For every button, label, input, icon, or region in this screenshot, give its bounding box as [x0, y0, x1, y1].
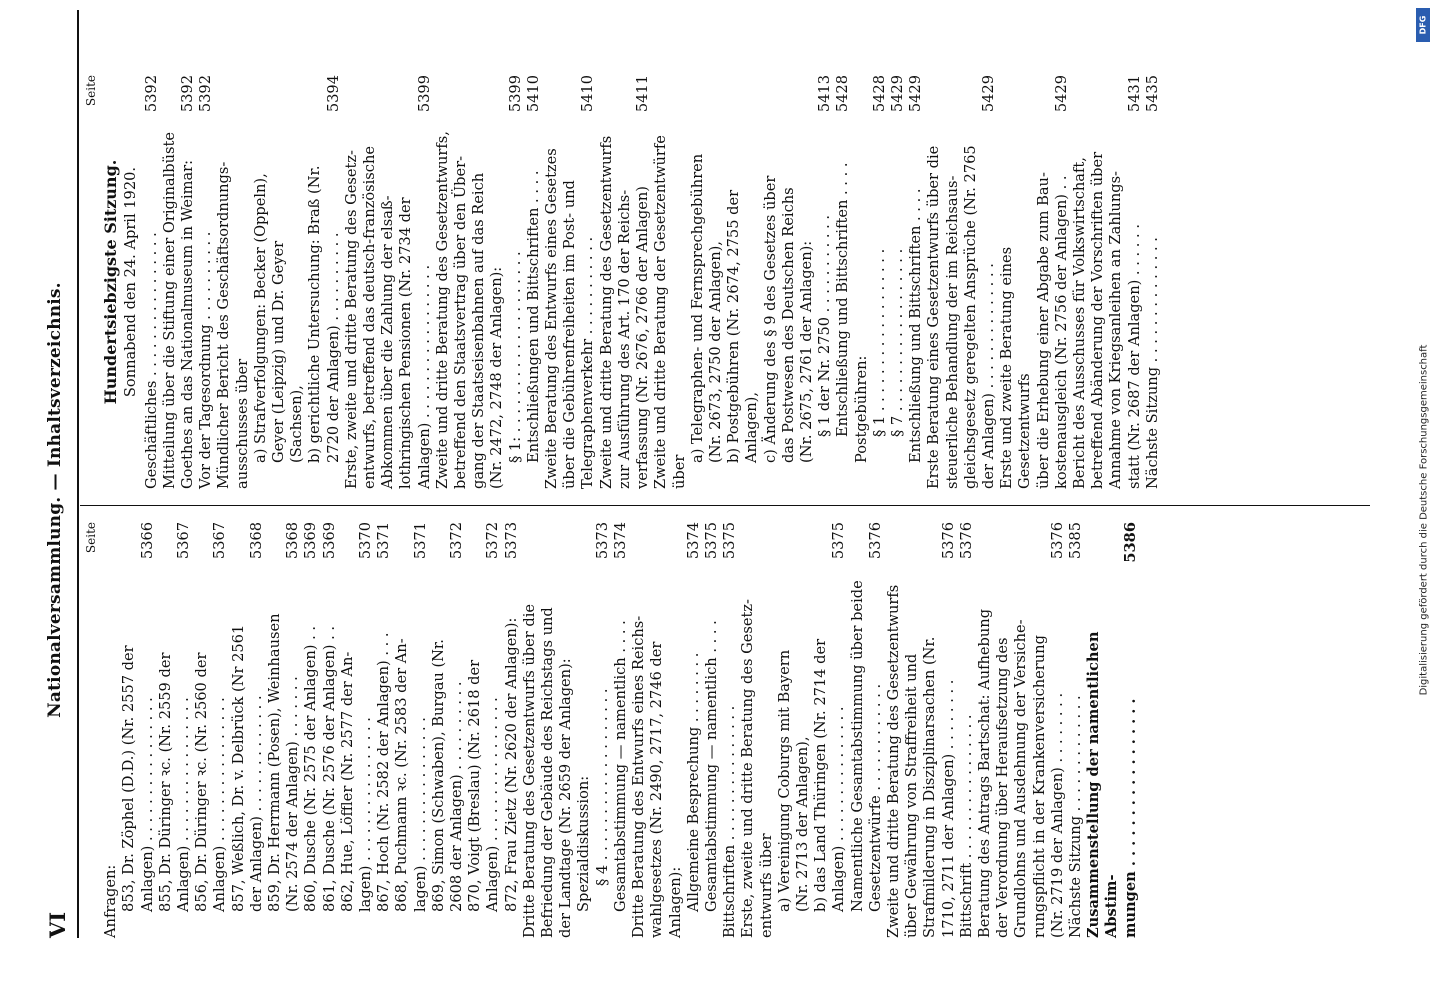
seite-label: Seite	[84, 522, 98, 554]
toc-entry	[1144, 75, 1162, 489]
toc-entry	[630, 522, 685, 938]
toc-entry-text: Vor der Tagesordnung . . . . . . . . . .	[197, 231, 215, 489]
toc-entry	[976, 522, 1067, 938]
toc-entry-text: 859, Dr. Herrmann (Posen), Weinhausen (Nr. 2574 der Anlagen) . . . . . . .	[266, 613, 302, 912]
toc-entry-text: 869, Simon (Schwaben), Burgau (Nr. 2608 der Anlagen) . . . . . . . . . .	[429, 639, 466, 912]
toc-entry-text: Entschließung und Bittschriften . . . .	[907, 188, 925, 463]
toc-entry-text: a) Telegraphen- und Fernsprechgebühren (Nr. 2673, 2750 der Anlagen),	[688, 153, 724, 463]
column-divider	[80, 505, 1370, 506]
toc-entry-text: Zweite und dritte Beratung der Gesetzentwürfe über	[652, 135, 688, 489]
toc-entry-text: § 1 der Nr. 2750 . . . . . . . . . . .	[816, 214, 834, 437]
toc-entry	[193, 522, 229, 938]
toc-entry-text: b) gerichtliche Untersuchung: Braß (Nr. 2720 der Anlagen) . . . . . . . . . .	[306, 165, 342, 463]
toc-entry	[725, 75, 761, 489]
toc-entry	[762, 75, 817, 489]
toc-entry-text: Zweite und dritte Beratung des Gesetzentwurfs über Gewährung von Straffreiheit und Strafmilderung in Disziplinarsachen (Nr. 1710, 2711 der Anlagen) . . . . . . . .	[884, 584, 957, 938]
toc-entry-text: a) Vereinigung Coburgs mit Bayern (Nr. 2713 der Anlagen),	[775, 649, 811, 912]
toc-entry-text: Zweite und dritte Beratung des Gesetzentwurfs, betreffend den Staatsvertrag über den Über- gang der Staatseisenbahnen auf das Reich (Nr. 2472, 2748 der Anlagen):	[433, 131, 506, 489]
toc-entry	[466, 522, 502, 938]
toc-entry	[321, 522, 339, 938]
toc-entry	[120, 522, 156, 938]
toc-page-number: 5367	[211, 522, 229, 560]
toc-entry	[503, 522, 521, 938]
toc-page-number: 5428	[870, 75, 888, 113]
toc-entry-text: Erste Beratung eines Gesetzentwurfs über die steuerliche Behandlung der im Reichsaus- gleichsgesetz geregelten Ansprüche (Nr. 2765 der Anlagen) . . . . . . . . . . . . . .	[925, 145, 997, 489]
toc-page-number: 5373	[593, 522, 611, 560]
toc-entry	[343, 75, 434, 489]
page-number: VI	[45, 911, 70, 938]
toc-entry-text: c) Änderung des § 9 des Gesetzes über das Postwesen des Deutschen Reichs (Nr. 2675, 2761 der Anlagen):	[761, 175, 815, 463]
left-column	[82, 522, 1140, 938]
toc-entry	[885, 522, 958, 938]
session-heading: Hundertsiebzigste Sitzung.	[101, 159, 121, 405]
toc-entry	[266, 522, 302, 938]
toc-entry	[594, 522, 612, 938]
toc-page-number: 5399	[506, 75, 524, 113]
toc-page-number: 5369	[302, 522, 320, 560]
toc-entry-text: Bittschriften . . . . . . . . . . . . . . .	[721, 705, 739, 938]
toc-entry	[434, 75, 507, 489]
toc-page-number: 5429	[907, 75, 925, 113]
toc-entry-text: Postgebühren:	[852, 355, 870, 463]
toc-entry	[102, 522, 120, 938]
toc-entry-text: 872, Frau Zietz (Nr. 2620 der Anlagen):	[502, 617, 520, 912]
toc-page-number: 5376	[957, 522, 975, 560]
toc-entry-text: 857, Weßlich, Dr. v. Delbrück (Nr 2561 der Anlagen) . . . . . . . . . . . . .	[229, 624, 265, 912]
toc-page-number: 5373	[502, 522, 520, 560]
toc-page-number: 5429	[1052, 75, 1070, 113]
toc-entry	[1071, 75, 1144, 489]
toc-page-number: 5392	[197, 75, 215, 113]
toc-page-number: 5375	[830, 522, 848, 560]
toc-entry	[393, 522, 429, 938]
toc-entry-text: Spezialdiskussion:	[575, 775, 593, 912]
dfg-logo	[1416, 8, 1430, 42]
header-rule	[77, 10, 79, 938]
toc-entry-text: Anfragen:	[102, 864, 120, 938]
toc-entry	[612, 522, 630, 938]
toc-entry	[925, 75, 998, 489]
toc-entry	[721, 522, 739, 938]
toc-page-number: 5410	[579, 75, 597, 113]
toc-page-number: 5372	[448, 522, 466, 560]
toc-entry-text: Nächste Sitzung . . . . . . . . . . . . .	[1066, 695, 1084, 938]
toc-page-number: 5376	[866, 522, 884, 560]
toc-page-number: 5371	[411, 522, 429, 560]
toc-entry	[849, 522, 885, 938]
toc-page-number: 5372	[484, 522, 502, 560]
toc-entry-text: 856, Dr. Düringer ꝛc. (Nr. 2560 der Anlagen) . . . . . . . . . . . . . . . .	[193, 652, 229, 912]
toc-page-number: 5374	[684, 522, 702, 560]
toc-entry-text: Allgemeine Besprechung . . . . . . . .	[684, 652, 702, 912]
toc-entry-text: Mitteilung über die Stiftung einer Originalbüste Goethes an das Nationalmuseum in Weimar:	[160, 131, 197, 489]
page-header	[45, 0, 75, 1000]
toc-entry-text: Nächste Sitzung . . . . . . . . . . . . . .	[1143, 237, 1161, 489]
toc-page-number: 5368	[247, 522, 265, 560]
toc-entry	[816, 75, 834, 489]
toc-entry-text: Namentliche Gesamtabstimmung über beide Gesetzentwürfe . . . . . . . . . . . .	[848, 580, 884, 912]
toc-entry	[834, 75, 852, 489]
toc-entry-text: 867, Hoch (Nr. 2582 der Anlagen) . . .	[375, 632, 393, 912]
toc-entry-text: Beratung des Antrags Bartschat: Aufhebung der Verordnung über Heraufsetzung des Grundlohns und Ausdehnung der Versiche- rungspflicht in der Krankenversicherung (Nr. 2719 der Anlagen) . . . . . . . .	[975, 608, 1066, 938]
toc-entry-text: Bericht des Ausschusses für Volkswirtschaft, betreffend Abänderung der Vorschriften über Annahme von Kriegsanleihen an Zahlungs- statt (Nr. 2687 der Anlagen) . . . . . .	[1070, 151, 1143, 489]
toc-entry	[776, 522, 812, 938]
toc-entry-text: Dritte Beratung des Entwurfs eines Reichs- wahlgesetzes (Nr. 2490, 2717, 2746 der Anlagen):	[630, 615, 684, 938]
right-column	[82, 75, 1162, 489]
toc-entry-text: b) Postgebühren (Nr. 2674, 2755 der Anlagen),	[725, 189, 761, 463]
toc-entry	[306, 75, 342, 489]
toc-page-number: 5386	[1121, 522, 1139, 563]
toc-page-number: 5431	[1125, 75, 1143, 113]
toc-entry-text: Entschließung und Bittschriften . . . .	[834, 162, 852, 437]
toc-entry-text: 862, Hue, Löffler (Nr. 2577 der An- lagen) . . . . . . . . . . . . . . . .	[338, 651, 375, 912]
toc-entry-text: § 4 . . . . . . . . . . . . . . . . . . .	[593, 688, 611, 886]
toc-entry-text: 870, Voigt (Breslau) (Nr. 2618 der Anlagen) . . . . . . . . . . . . . . . .	[466, 659, 502, 912]
toc-entry	[143, 75, 161, 489]
toc-entry	[252, 75, 307, 489]
toc-entry	[430, 522, 466, 938]
seite-label: Seite	[84, 75, 98, 107]
toc-page-number: 5366	[138, 522, 156, 560]
toc-entry	[215, 75, 251, 489]
toc-entry	[197, 75, 215, 489]
toc-page-number: 5371	[375, 522, 393, 560]
toc-entry-text: Mündlicher Bericht des Geschäftsordnungs- ausschusses über	[215, 161, 251, 489]
toc-page-number: 5374	[611, 522, 629, 560]
sidebar-credit	[1410, 0, 1434, 1000]
toc-entry-text: 855, Dr. Düringer ꝛc. (Nr. 2559 der Anlagen) . . . . . . . . . . . . . . . .	[156, 652, 193, 912]
toc-entry	[958, 522, 976, 938]
toc-entry	[302, 522, 320, 938]
toc-page-number: 5411	[634, 75, 652, 113]
toc-page-number: 5413	[816, 75, 834, 113]
toc-page-number: 5428	[834, 75, 852, 113]
toc-entry	[907, 75, 925, 489]
toc-entry-text: § 7 . . . . . . . . . . . . . . . . . .	[888, 248, 906, 437]
toc-page-number: 5429	[888, 75, 906, 113]
toc-entry-text: Zusammenstellung der namentlichen Abstim- mungen . . . . . . . . . . . . . . . . .	[1085, 631, 1139, 938]
toc-page-number: 5376	[939, 522, 957, 560]
toc-entry	[689, 75, 725, 489]
digitization-credit: Digitalisierung gefördert durch die Deutsche Forschungsgemeinschaft	[1418, 344, 1430, 696]
toc-page-number: 5429	[979, 75, 997, 113]
toc-entry-text: 860, Dusche (Nr. 2575 der Anlagen) . .	[302, 626, 320, 912]
toc-page-number: 5376	[1048, 522, 1066, 560]
toc-entry-text: 861, Dusche (Nr. 2576 der Anlagen) . .	[320, 626, 338, 912]
toc-entry	[230, 522, 266, 938]
dfg-logo-text: DFG	[1418, 15, 1428, 35]
toc-entry	[871, 75, 889, 489]
toc-entry	[543, 75, 598, 489]
toc-page-number: 5369	[320, 522, 338, 560]
toc-entry	[161, 75, 197, 489]
toc-entry	[739, 522, 775, 938]
toc-page-number: 5410	[524, 75, 542, 113]
toc-entry-text: Erste, zweite und dritte Beratung des Gesetz- entwurfs über	[739, 599, 775, 938]
toc-entry	[575, 522, 593, 938]
toc-entry-text: Erste und zweite Beratung eines Gesetzentwurfs über die Erhebung einer Abgabe zum Bau- kostenausgleich (Nr. 2756 der Anlagen) . .	[998, 172, 1070, 489]
toc-entry	[525, 75, 543, 489]
toc-entry	[853, 75, 871, 489]
toc-entry	[889, 75, 907, 489]
toc-entry-text: Zweite und dritte Beratung des Gesetzentwurfs zur Ausführung des Art. 170 der Reichs- verfassung (Nr. 2676, 2766 der Anlagen)	[597, 135, 652, 489]
toc-entry-text: Dritte Beratung des Gesetzentwurfs über die Befriedung der Gebäude des Reichstags und der Landtage (Nr. 2659 der Anlagen):	[520, 603, 575, 938]
toc-entry	[157, 522, 193, 938]
toc-entry	[521, 522, 576, 938]
toc-entry	[812, 522, 848, 938]
toc-entry	[598, 75, 653, 489]
toc-entry-text: § 1: . . . . . . . . . . . . . . . . . . . .	[506, 251, 524, 463]
toc-page-number: 5370	[357, 522, 375, 560]
toc-page-number: 5399	[415, 75, 433, 113]
toc-page-number: 5375	[702, 522, 720, 560]
toc-entry-text: b) das Land Thüringen (Nr. 2714 der Anlagen) . . . . . . . . . . . . . . .	[812, 638, 848, 912]
toc-entry-text: Bittschrift . . . . . . . . . . . . . . . .	[957, 714, 975, 938]
toc-page-number: 5394	[324, 75, 342, 113]
session-date: Sonnabend den 24. April 1920.	[122, 166, 140, 398]
toc-entry-text: Zweite Beratung des Entwurfs eines Gesetzes über die Gebührenfreiheiten im Post- und Telegraphenverkehr . . . . . . . . . . .	[543, 148, 597, 489]
toc-entry	[685, 522, 703, 938]
toc-page-number: 5392	[142, 75, 160, 113]
toc-entry	[652, 75, 688, 489]
toc-page-number: 5385	[1066, 522, 1084, 560]
toc-entry	[507, 75, 525, 489]
toc-page-number: 5368	[284, 522, 302, 560]
toc-entry-text: a) Strafverfolgungen: Becker (Oppeln), Geyer (Leipzig) und Dr. Geyer (Sachsen),	[251, 173, 306, 463]
toc-page-number: 5392	[179, 75, 197, 113]
toc-entry	[1067, 522, 1085, 938]
toc-entry	[998, 75, 1071, 489]
toc-page-number: 5375	[721, 522, 739, 560]
toc-entry-text: Gesamtabstimmung — namentlich . . . .	[702, 620, 720, 912]
toc-entry	[703, 522, 721, 938]
toc-entry-text: 868, Puchmann ꝛc. (Nr. 2583 der An- lagen) . . . . . . . . . . . . . . . .	[393, 638, 429, 912]
toc-entry-text: § 1 . . . . . . . . . . . . . . . . . .	[870, 248, 888, 437]
toc-page-number: 5367	[175, 522, 193, 560]
toc-entry-text: Gesamtabstimmung — namentlich . . . .	[611, 620, 629, 912]
toc-page-number: 5435	[1143, 75, 1161, 113]
toc-entry-text: 853, Dr. Zöphel (D.D.) (Nr. 2557 der Anlagen) . . . . . . . . . . . . . . . .	[120, 645, 156, 912]
toc-entry-text: Erste, zweite und dritte Beratung des Gesetz- entwurfs, betreffend das deutsch-französische Abkommen über die Zahlung der elsaß- lothringischen Pensionen (Nr. 2734 der Anlagen) . . . . . . . . . . . . . . . . .	[342, 146, 433, 489]
toc-entry-text: Entschließungen und Bittschriften . . . .	[524, 170, 542, 463]
toc-entry	[1085, 522, 1140, 938]
running-title: Nationalversammlung. — Inhaltsverzeichnis.	[45, 282, 65, 718]
toc-entry	[375, 522, 393, 938]
toc-entry	[339, 522, 375, 938]
toc-entry-text: Geschäftliches . . . . . . . . . . . . . . . .	[142, 232, 160, 489]
